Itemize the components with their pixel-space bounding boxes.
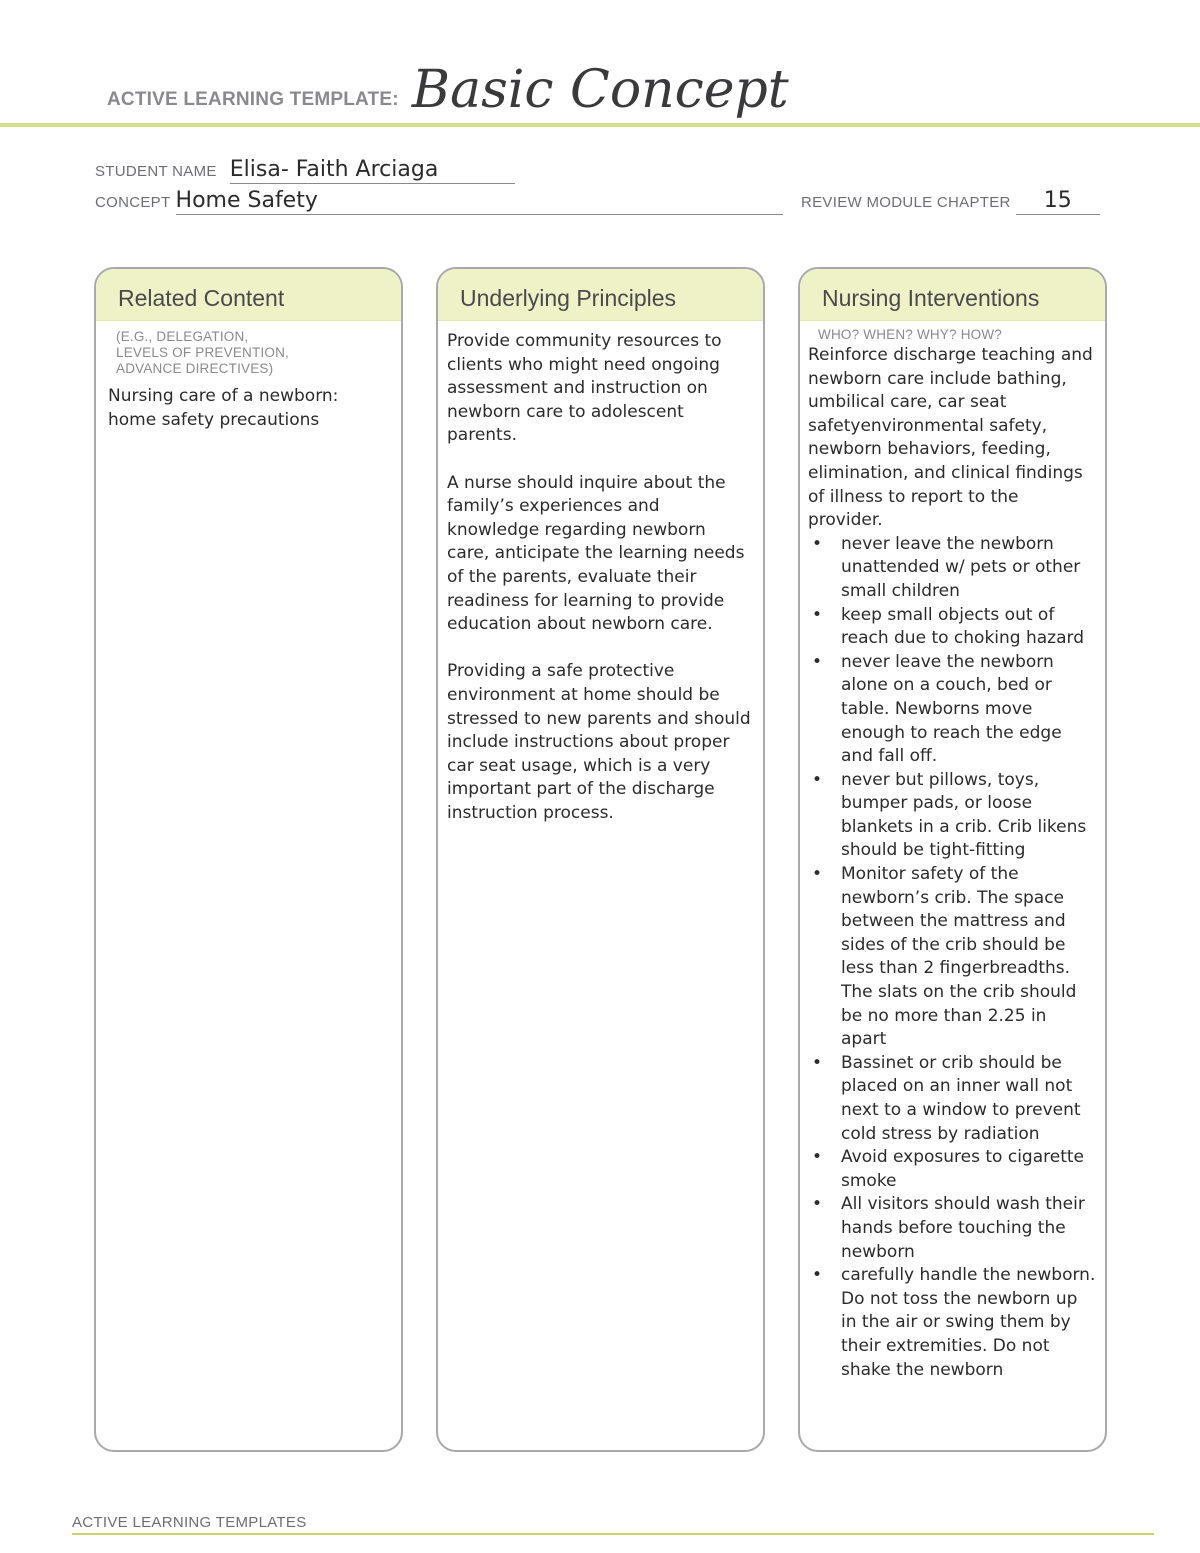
footer-label: ACTIVE LEARNING TEMPLATES [72,1514,307,1531]
bullet-icon: • [812,604,823,625]
principle-paragraph: Provide community resources to clients who might need ongoing assessment and instruction on newborn care to adolescent parents. [447,331,722,446]
underlying-principles-body[interactable] [438,321,763,825]
related-content-panel [94,267,403,1452]
list-item-text: keep small objects out of reach due to choking hazard [841,604,1084,649]
list-item-text: Bassinet or crib should be placed on an inner wall not next to a window to prevent cold stress by radiation [841,1052,1081,1144]
list-item [808,769,1097,863]
hint-line: LEVELS OF PREVENTION, [116,345,289,360]
list-item [808,533,1097,604]
related-content-heading: Related Content [96,269,401,321]
nursing-interventions-heading: Nursing Interventions [800,269,1105,321]
related-content-text: Nursing care of a newborn: home safety precautions [108,386,339,430]
concept-label: CONCEPT [95,194,171,211]
concept-row [95,189,783,215]
concept-value: Home Safety [175,188,318,213]
template-header [107,58,789,118]
page-title: Basic Concept [411,60,789,120]
underlying-principles-heading: Underlying Principles [438,269,763,321]
bullet-icon: • [812,1265,823,1286]
list-item [808,1146,1097,1193]
chapter-label: REVIEW MODULE CHAPTER [801,194,1011,211]
bullet-icon: • [812,1052,823,1073]
bullet-icon: • [812,1194,823,1215]
list-item [808,1264,1097,1382]
related-content-hint [116,329,401,377]
list-item-text: never leave the newborn unattended w/ pets or other small children [841,533,1081,601]
bullet-icon: • [812,533,823,554]
student-name-field[interactable] [230,158,515,184]
list-item [808,863,1097,1052]
related-content-body[interactable] [96,377,401,432]
chapter-row [801,189,1100,215]
list-item-text: All visitors should wash their hands before touching the newborn [841,1194,1085,1262]
bullet-icon: • [812,651,823,672]
concept-field[interactable] [176,189,783,215]
underlying-principles-panel [436,267,765,1452]
nursing-interventions-panel [798,267,1107,1452]
list-item-text: never leave the newborn alone on a couch, bed or table. Newborns move enough to reach the edge and fall off. [841,651,1062,767]
footer-divider [72,1533,1154,1535]
student-name-row [95,158,515,184]
bullet-icon: • [812,769,823,790]
list-item-text: never but pillows, toys, bumper pads, or loose blankets in a crib. Crib likens should be tight-fitting [841,769,1087,861]
student-name-label: STUDENT NAME [95,163,217,180]
list-item [808,604,1097,651]
nursing-interventions-hint: WHO? WHEN? WHY? HOW? [818,327,1003,342]
list-item-text: carefully handle the newborn. Do not toss the newborn up in the air or swing them by their extremities. Do not shake the newborn [841,1265,1096,1380]
list-item [808,651,1097,769]
chapter-value: 15 [1043,188,1072,213]
header-divider [0,123,1200,127]
interventions-list [808,533,1097,1382]
bullet-icon: • [812,864,823,885]
principle-paragraph: Providing a safe protective environment at home should be stressed to new parents and should include instructions about proper car seat usage, which is a very important part of the discharge instruction process. [447,661,751,823]
hint-line: (E.G., DELEGATION, [116,329,249,344]
chapter-field[interactable] [1016,189,1100,215]
principle-paragraph: A nurse should inquire about the family’s experiences and knowledge regarding newborn care, anticipate the learning needs of the parents, evaluate their readiness for learning to provide education about newborn care. [447,472,745,635]
nursing-interventions-body[interactable] [800,343,1105,1382]
student-name-value: Elisa- Faith Arciaga [229,157,439,182]
hint-line: ADVANCE DIRECTIVES) [116,361,274,376]
list-item-text: Avoid exposures to cigarette smoke [841,1147,1085,1191]
template-label: ACTIVE LEARNING TEMPLATE: [107,89,399,110]
list-item-text: Monitor safety of the newborn’s crib. The space between the mattress and sides of the crib should be less than 2 fingerbreadths. The slats on the crib should be no more than 2.25 in apart [841,864,1077,1050]
list-item [808,1193,1097,1264]
interventions-intro: Reinforce discharge teaching and newborn care include bathing, umbilical care, car seat safetyenvironmental safety, newborn behaviors, feeding, elimination, and clinical findings of illness to report to the provider. [808,345,1093,531]
bullet-icon: • [812,1147,823,1168]
list-item [808,1052,1097,1146]
